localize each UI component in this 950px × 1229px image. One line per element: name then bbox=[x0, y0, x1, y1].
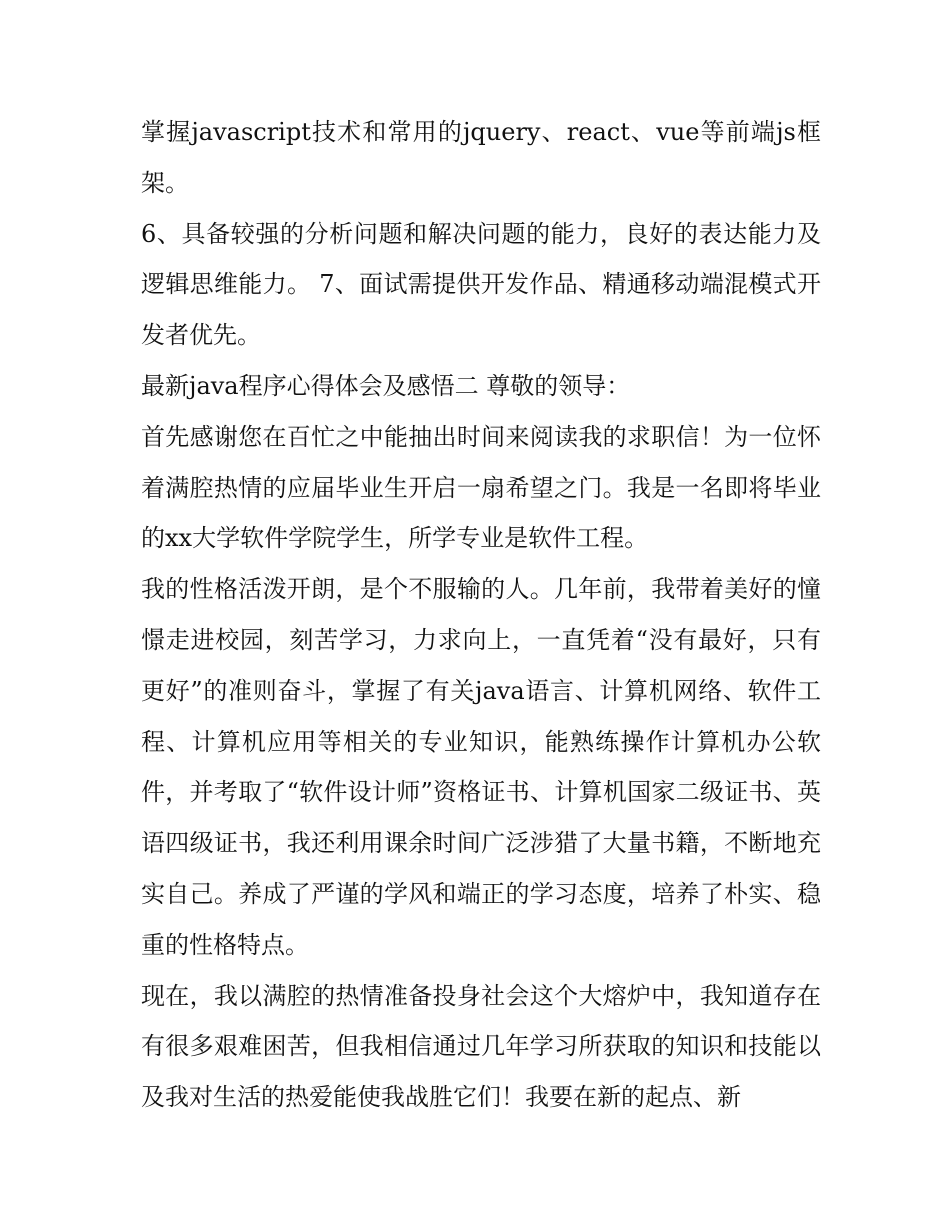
paragraph-skills: 掌握javascript技术和常用的jquery、react、vue等前端js框架。 bbox=[141, 118, 821, 197]
paragraph-introduction: 首先感谢您在百忙之中能抽出时间来阅读我的求职信！为一位怀着满腔热情的应届毕业生开启一扇希望之门。我是一名即将毕业的xx大学软件学院学生，所学专业是软件工程。 bbox=[141, 422, 821, 553]
paragraph-aspiration: 现在，我以满腔的热情准备投身社会这个大熔炉中，我知道存在有很多艰难困苦，但我相信通过几年学习所获取的知识和技能以及我对生活的热爱能使我战胜它们！我要在新的起点、新 bbox=[141, 981, 821, 1112]
document-body bbox=[141, 107, 821, 1123]
paragraph-personality: 我的性格活泼开朗，是个不服输的人。几年前，我带着美好的憧憬走进校园，刻苦学习，力求向上，一直凭着“没有最好，只有更好”的准则奋斗，掌握了有关java语言、计算机网络、软件工程、计算机应用等相关的专业知识，能熟练操作计算机办公软件，并考取了“软件设计师”资格证书、计算机国家二级证书、英语四级证书，我还利用课余时间广泛涉猎了大量书籍，不断地充实自己。养成了严谨的学风和端正的学习态度，培养了朴实、稳重的性格特点。 bbox=[141, 575, 821, 959]
paragraph-letter-heading: 最新java程序心得体会及感悟二 尊敬的领导： bbox=[141, 371, 631, 400]
paragraph-requirements: 6、具备较强的分析问题和解决问题的能力，良好的表达能力及逻辑思维能力。 7、面试需提供开发作品、精通移动端混模式开发者优先。 bbox=[141, 219, 821, 350]
